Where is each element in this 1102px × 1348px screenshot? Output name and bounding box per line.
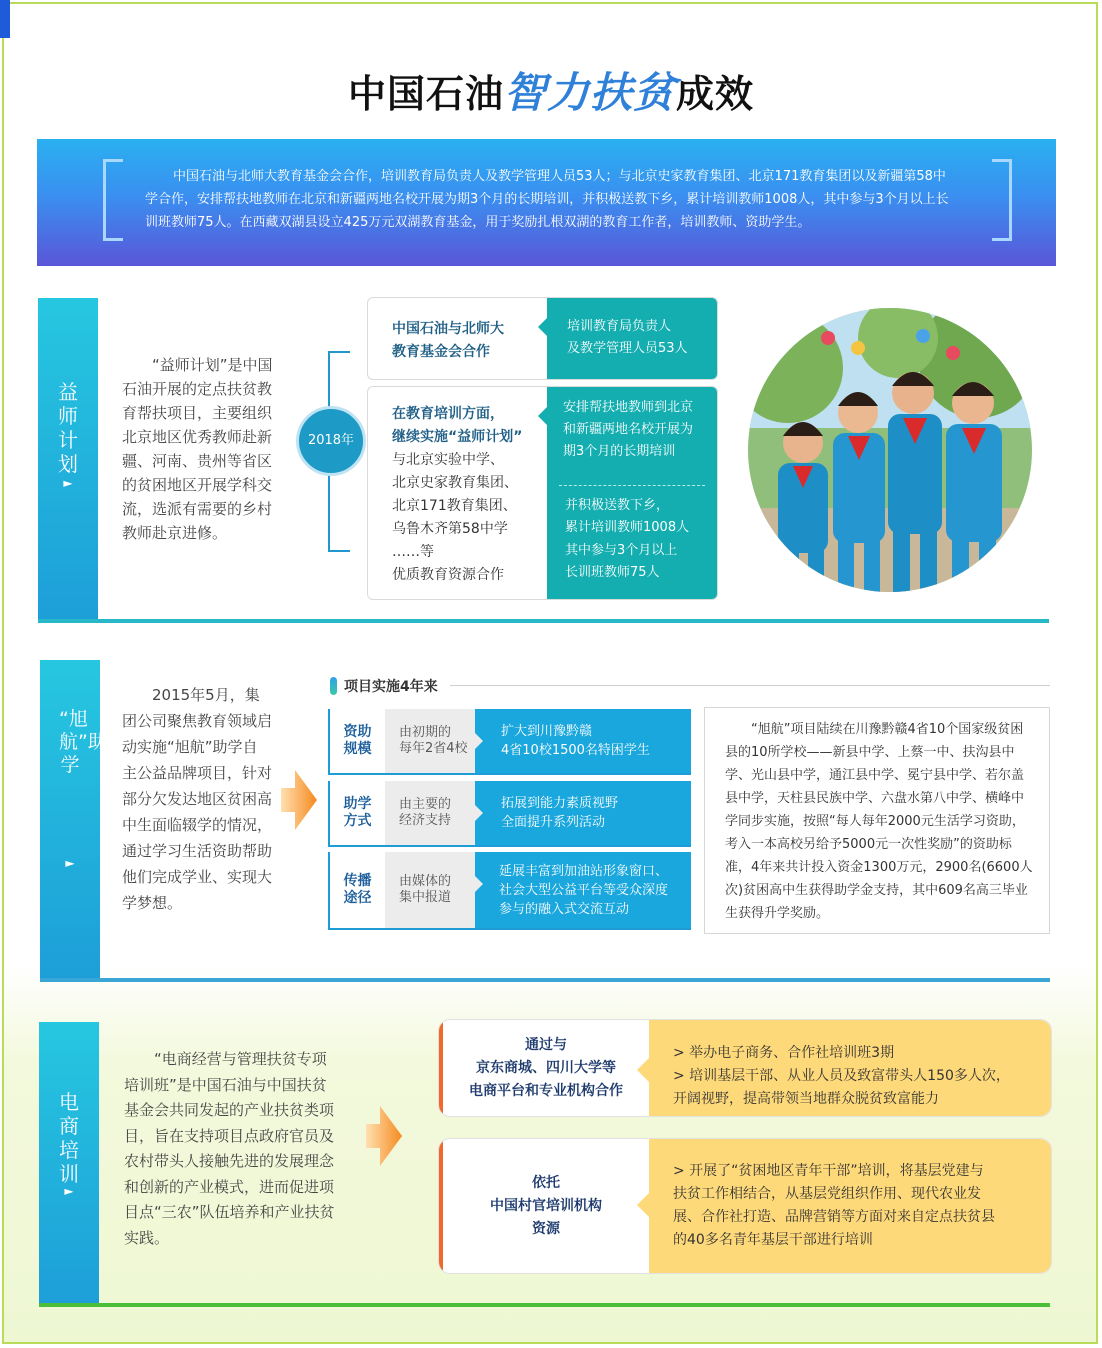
orange-arrow-icon [366, 1106, 402, 1166]
card-village-official-training [438, 1138, 1052, 1274]
card-right-line: 扶贫工作相结合，从基层党组织作用、现代农业发 [673, 1186, 981, 1202]
card-bnu-result [547, 298, 717, 379]
card-yishi-body [392, 403, 522, 587]
students-photo-illustration [748, 308, 1032, 592]
card-yishi-plan [367, 386, 718, 600]
card-left-line: 依托 [532, 1174, 560, 1191]
card-left-line: 资源 [532, 1220, 560, 1237]
partner-school: 北京171教育集团、 [392, 498, 517, 514]
page-title [0, 60, 1102, 120]
card-right-line: > 培训基层干部、从业人员及致富带头人150多人次， [673, 1068, 1010, 1084]
row-before-line: 由主要的 [399, 797, 452, 812]
card-left-line: 电商平台和专业机构合作 [469, 1082, 623, 1099]
card-yishi-results [547, 387, 717, 599]
row-key [330, 852, 385, 928]
card-ecommerce-partners-left [439, 1020, 649, 1116]
header-pill-icon [330, 677, 337, 695]
card-yishi-title-line1: 在教育培训方面， [392, 406, 504, 422]
row-after [475, 852, 691, 928]
row-key-line: 途径 [343, 890, 372, 906]
result-line: 其中参与3个月以上 [565, 543, 678, 558]
tab-arrow-icon: ► [63, 476, 73, 490]
result-line: 安排帮扶地教师到北京 [563, 400, 694, 415]
card-bnu-title-line1: 中国石油与北师大 [392, 321, 504, 337]
tab-dianshang-text: 电商培训 [59, 1090, 79, 1186]
row-key [330, 709, 385, 773]
row-before [385, 709, 475, 773]
row-before-line: 由初期的 [399, 725, 452, 740]
xuhang-row-channel [328, 852, 691, 930]
row-key-line: 助学 [343, 796, 372, 812]
row-after-line: 扩大到川豫黔赣 [501, 724, 593, 739]
tab-arrow-icon: ► [64, 1184, 74, 1198]
tab-dianshang-label [39, 1090, 99, 1186]
row-key-line: 资助 [343, 724, 372, 740]
card-right-line: 开阔视野，提高带领当地群众脱贫致富能力 [673, 1091, 939, 1107]
card-right-line: > 开展了“贫困地区青年干部”培训，将基层党建与 [673, 1163, 984, 1179]
result-line: 累计培训教师1008人 [565, 520, 690, 535]
partner-school: 与北京实验中学、 [392, 452, 504, 468]
dashed-divider [559, 485, 705, 486]
section1-description: “益师计划”是中国石油开展的定点扶贫教育帮扶项目，主要组织北京地区优秀教师赴新疆、河南、贵州等省区的贫困地区开展学科交流，选派有需要的乡村教师赴京进修。 [122, 356, 273, 542]
orange-arrow-icon [281, 770, 317, 830]
section3-divider [39, 1303, 1050, 1307]
tab-yishi-label [38, 380, 98, 476]
tab-dianshang [39, 1022, 99, 1305]
row-before-line: 由媒体的 [399, 874, 452, 889]
card-bnu-foundation [367, 297, 718, 380]
left-bracket-decoration [103, 159, 123, 241]
intro-text: 中国石油与北师大教育基金会合作，培训教育局负责人及教学管理人员53人；与北京史家教育集团、北京171教育集团以及新疆第58中学合作，安排帮扶地教师在北京和新疆两地名校开展为期3个月的长期培训，并积极送教下乡，累计培训教师1008人，其中参与3个月以上长训班教师75人。在西藏双湖县设立425万元双湖教育基金，用于奖励扎根双湖的教育工作者，培训教师、资助学生。 [145, 169, 949, 230]
row-before-line: 每年2省4校 [399, 741, 468, 756]
tab-yishi [38, 298, 98, 623]
xuhang-row-method [328, 781, 691, 847]
result-line: 和新疆两地名校开展为 [563, 422, 694, 437]
section3-description: “电商经营与管理扶贫专项培训班”是中国石油与中国扶贫基金会共同发起的产业扶贫类项目，旨在支持项目点政府官员及农村带头人接触先进的发展理念和创新的产业模式，进而促进项目点“三农”队伍培养和产业扶贫实践。 [124, 1050, 335, 1247]
row-after-line: 社会大型公益平台等受众深度 [499, 882, 669, 898]
row-after-line: 全面提升系列活动 [501, 815, 606, 830]
row-key-line: 传播 [343, 873, 372, 889]
partner-etc: ……等 [392, 544, 434, 560]
card-left-line: 通过与 [525, 1036, 567, 1053]
section2-divider [40, 978, 1050, 982]
row-key-line: 规模 [343, 741, 372, 757]
tab-yishi-text: 益师计划 [58, 380, 78, 476]
row-key [330, 781, 385, 845]
row-key-line: 方式 [343, 813, 372, 829]
card-bnu-title [392, 318, 504, 364]
tab-arrow-icon: ► [65, 856, 75, 870]
card-left-line: 中国村官培训机构 [490, 1197, 602, 1214]
title-part2: 智力扶贫 [503, 68, 676, 117]
section1-divider [38, 619, 1049, 623]
partner-summary: 优质教育资源合作 [392, 567, 504, 583]
card-bnu-title-line2: 教育基金会合作 [392, 344, 490, 360]
tab-xuhang [40, 660, 107, 980]
row-before-line: 经济支持 [399, 813, 452, 828]
card-left-line: 京东商城、四川大学等 [476, 1059, 616, 1076]
card-right-line: > 举办电子商务、合作社培训班3期 [673, 1045, 895, 1061]
result-line: 并积极送教下乡， [565, 498, 670, 513]
result-line: 期3个月的长期培训 [563, 444, 676, 459]
row-after-line: 延展丰富到加油站形象窗口、 [499, 863, 669, 879]
partner-school: 乌鲁木齐第58中学 [392, 521, 508, 537]
result-line: 长训班教师75人 [565, 565, 660, 580]
title-part1: 中国石油 [347, 72, 504, 116]
year-badge: 2018年 [296, 406, 366, 476]
row-after [475, 781, 691, 845]
students-photo [748, 308, 1032, 592]
section2-header [330, 676, 1050, 696]
row-after-line: 拓展到能力素质视野 [501, 796, 619, 811]
right-bracket-decoration [992, 159, 1012, 241]
section2-description: 2015年5月，集团公司聚焦教育领域启动实施“旭航”助学自主公益品牌项目，针对部分欠发达地区贫困高中生面临辍学的情况，通过学习生活资助帮助他们完成学业、实现大学梦想。 [122, 686, 273, 912]
card-yishi-title-line2: 继续实施“益师计划” [392, 429, 523, 445]
row-before [385, 781, 475, 845]
tab-xuhang-label [40, 708, 107, 777]
row-after-line: 参与的融入式交流互动 [499, 901, 630, 917]
card-right-line: 的40多名青年基层干部进行培训 [673, 1232, 873, 1248]
card-ecommerce-partners-right [649, 1020, 1051, 1116]
title-part3: 成效 [676, 72, 755, 116]
card-village-left [439, 1139, 649, 1273]
xuhang-detail-box: “旭航”项目陆续在川豫黔赣4省10个国家级贫困县的10所学校——新县中学、上蔡一中、扶沟县中学、光山县中学，通江县中学、冕宁县中学、若尔盖县中学，天柱县民族中学、六盘水第八中学、横峰中学同步实施，按照“每人每年2000元生活学习资助，考入一本高校另给予5000元一次性奖励”的资助标准，4年来共计投入资金1300万元，2900名(6600人次)贫困高中生获得助学金支持，其中609名高三毕业生获得升学奖励。 [704, 707, 1050, 934]
tab-xuhang-text: “旭航”助学 [59, 708, 107, 776]
card-village-right [649, 1139, 1051, 1273]
card-bnu-result-line1: 培训教育局负责人 [567, 319, 672, 334]
card-right-line: 展、合作社打造、品牌营销等方面对来自定点扶贫县 [673, 1209, 995, 1225]
intro-banner [37, 139, 1056, 266]
row-after [475, 709, 691, 773]
row-before-line: 集中报道 [399, 890, 452, 905]
xuhang-row-scale [328, 709, 691, 775]
section2-header-text: 项目实施4年来 [344, 679, 438, 695]
corner-marker [0, 0, 10, 38]
row-after-line: 4省10校1500名特困学生 [501, 743, 650, 758]
row-before [385, 852, 475, 928]
header-rule [450, 685, 1050, 686]
card-ecommerce-partners [438, 1019, 1052, 1117]
card-bnu-result-line2: 及教学管理人员53人 [567, 341, 688, 356]
partner-school: 北京史家教育集团、 [392, 475, 518, 491]
